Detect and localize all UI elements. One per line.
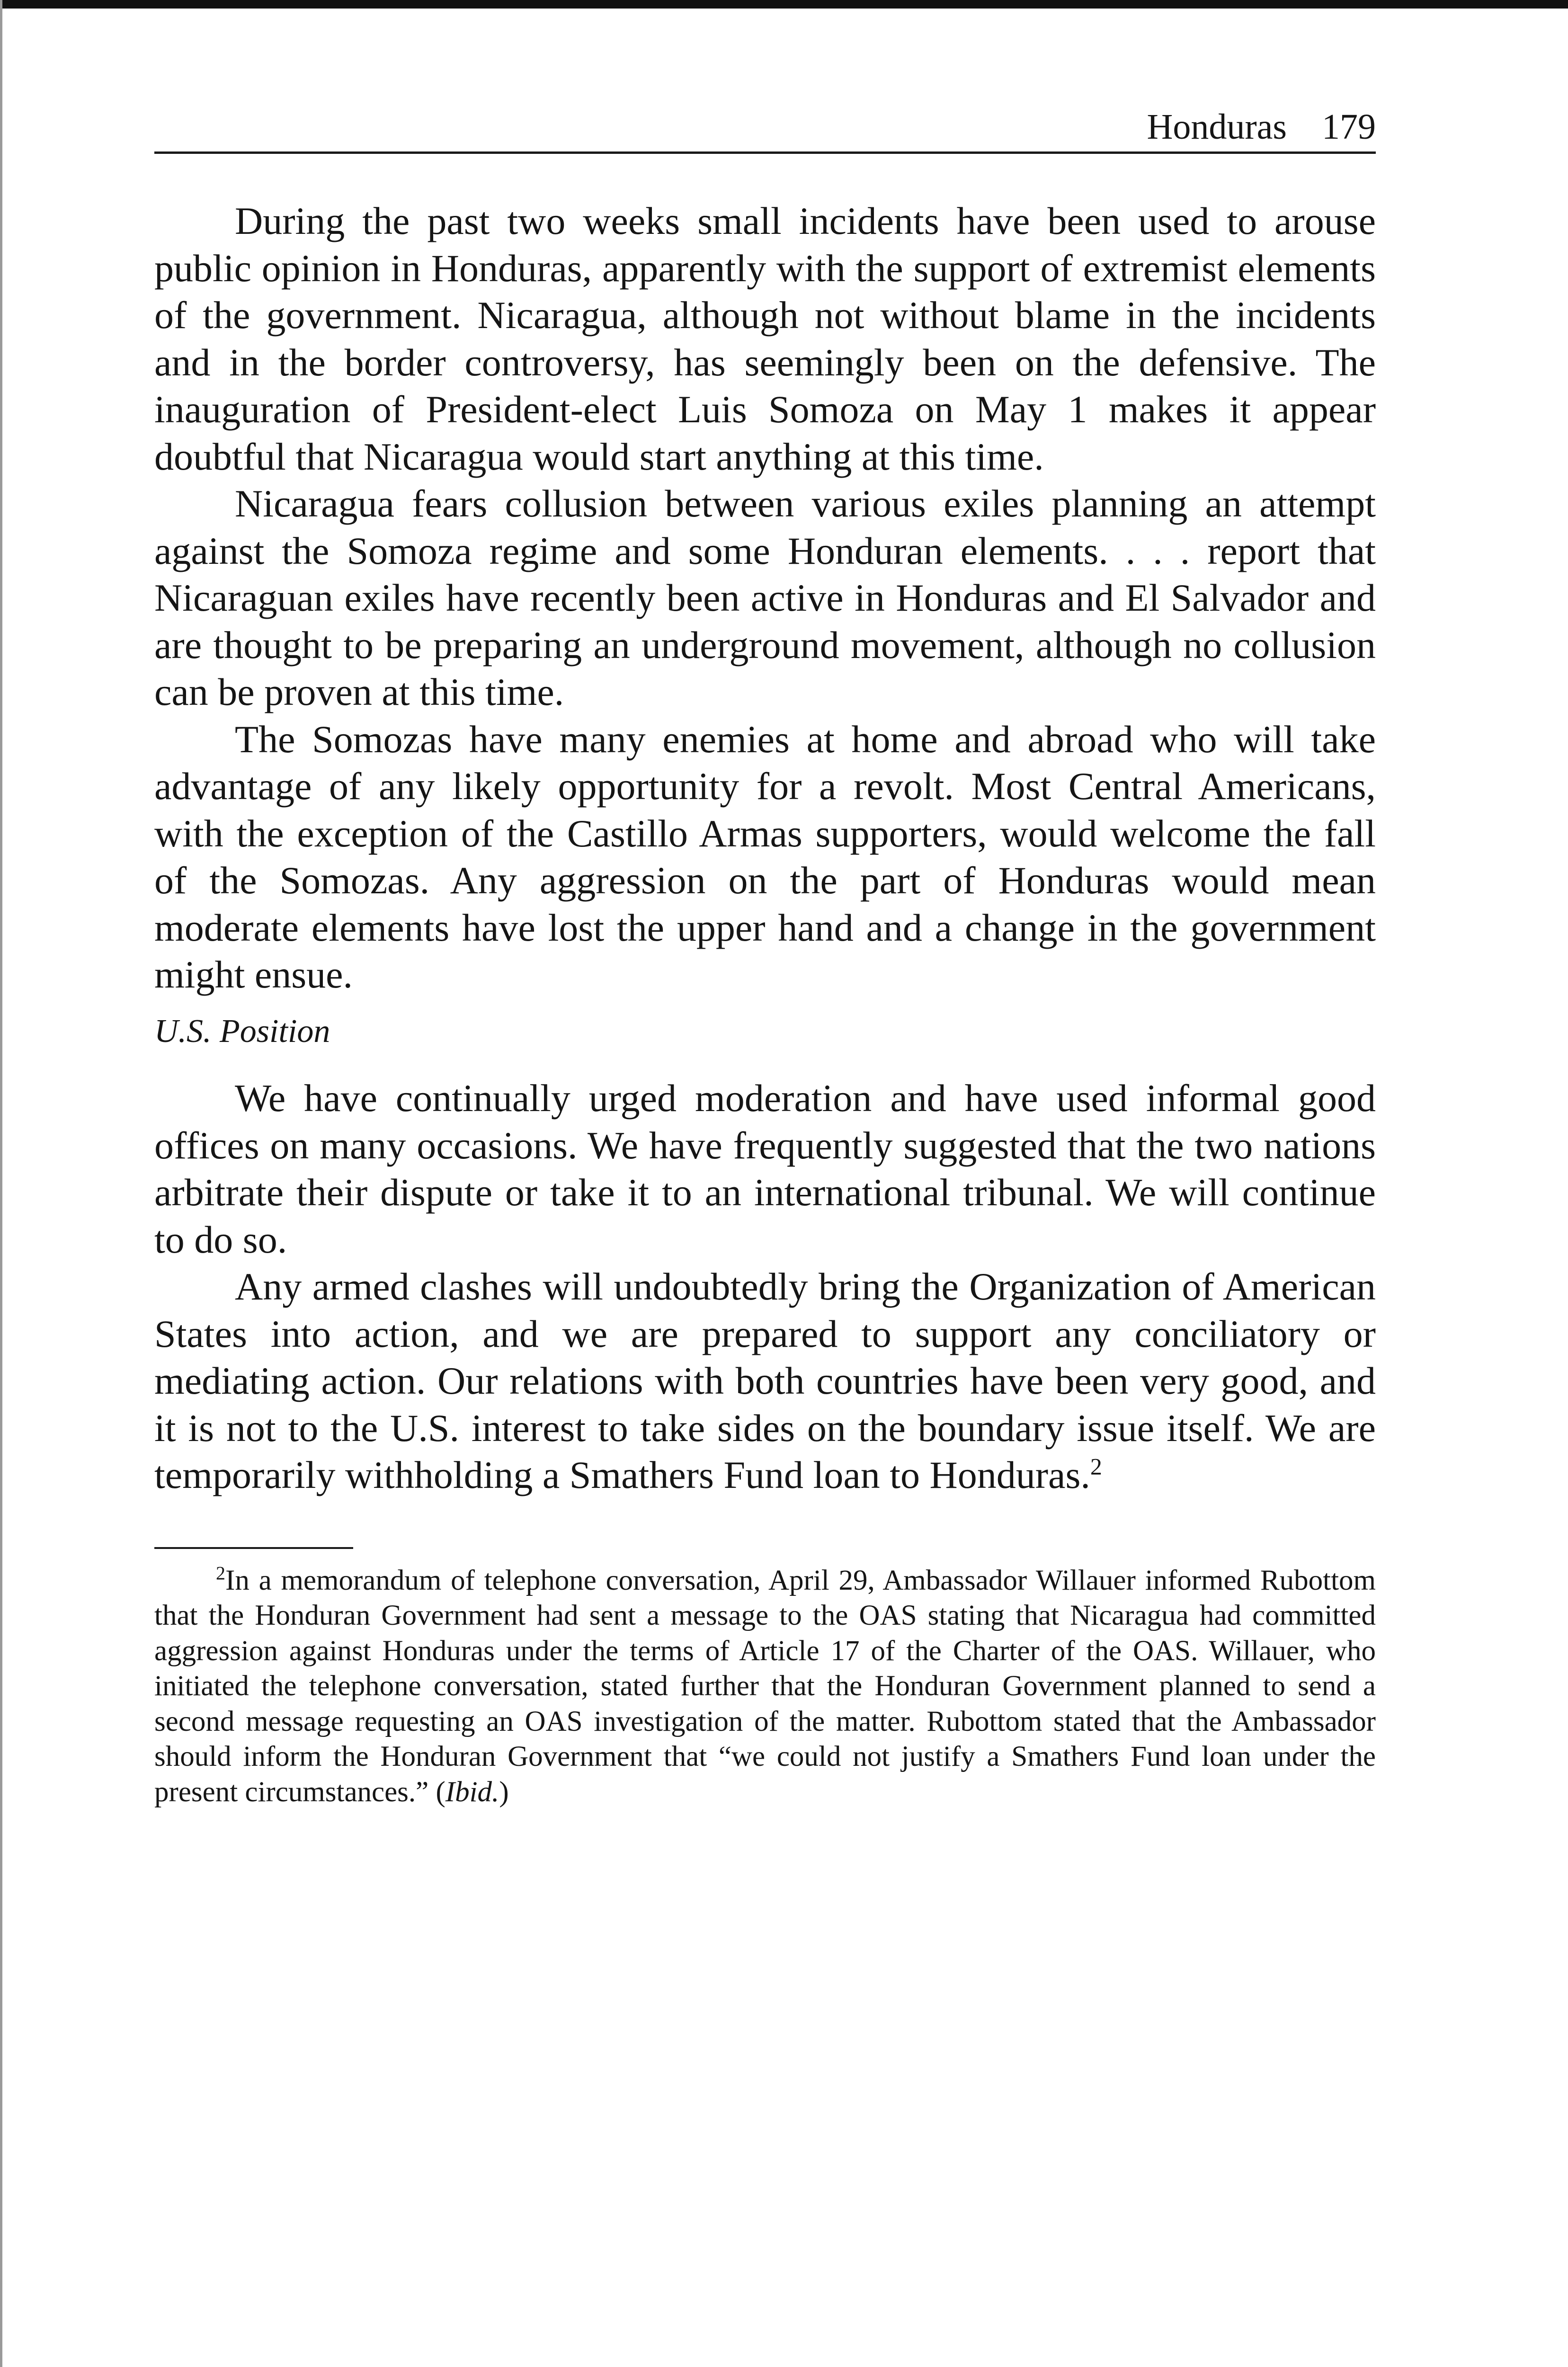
section-heading-us-position: U.S. Position [154,1013,330,1050]
footnote-text: In a memorandum of telephone conversation, April 29, Ambassador Willauer informed Rubottom that the Honduran Government had sent a message to the OAS stating that Nicaragua had committed aggression against Honduras under the terms of Article 17 of the Charter of the OAS. Willauer, who initiated the telephone conversation, stated further that the Honduran Government planned to send a second message requesting an OAS investigation of the matter. Rubottom stated that the Ambassador should inform the Honduran Government that “we could not justify a Smathers Fund loan under the present circumstances.” ( [154,1564,1376,1808]
scan-left-edge [0,0,2,2367]
paragraph-5-text: Any armed clashes will undoubtedly bring the Organization of American States into action, and we are prepared to support any conciliatory or mediating action. Our relations with both countries have been very good, and it is not to the U.S. interest to take sides on the boundary issue itself. We are temporarily withholding a Smathers Fund loan to Honduras. [154,1265,1376,1496]
paragraph-1: During the past two weeks small incidents have been used to arouse public opinion in Honduras, apparently with the support of extremist elements of the government. Nicaragua, although not without blame in the incidents and in the border controversy, has seemingly been on the defensive. The inauguration of President-elect Luis Somoza on May 1 makes it appear doubtful that Nicaragua would start anything at this time. [154,199,1376,478]
footnote-reference: 2 [1090,1453,1102,1480]
footnote-closing: ) [499,1776,509,1808]
footnote-marker: 2 [216,1562,225,1584]
paragraph-5 [154,1263,1376,1499]
scan-top-edge [0,0,1568,9]
running-head-title: Honduras [1147,107,1287,147]
paragraph-2: Nicaragua fears collusion between various exiles planning an attempt against the Somoza regime and some Honduran elements. . . . report that Nicaraguan exiles have recently been active in Honduras and El Salvador and are thought to be preparing an underground movement, although no collusion can be proven at this time. [154,482,1376,713]
footnote-divider [154,1547,353,1549]
paragraph-4: We have continually urged moderation and have used informal good offices on many occasions. We have frequently suggested that the two nations arbitrate their dispute or take it to an international tribunal. We will continue to do so. [154,1077,1376,1261]
paragraph-3: The Somozas have many enemies at home and abroad who will take advantage of any likely opportunity for a revolt. Most Central Americans, with the exception of the Castillo Armas supporters, would welcome the fall of the Somozas. Any aggression on the part of Honduras would mean moderate elements have lost the upper hand and a change in the government might ensue. [154,717,1376,996]
document-page [154,109,1376,1839]
running-head [154,109,1376,154]
footnote-2 [154,1563,1376,1810]
body-text [154,197,1376,1499]
footnote-ibid: Ibid. [445,1776,499,1808]
page-number: 179 [1322,107,1376,147]
